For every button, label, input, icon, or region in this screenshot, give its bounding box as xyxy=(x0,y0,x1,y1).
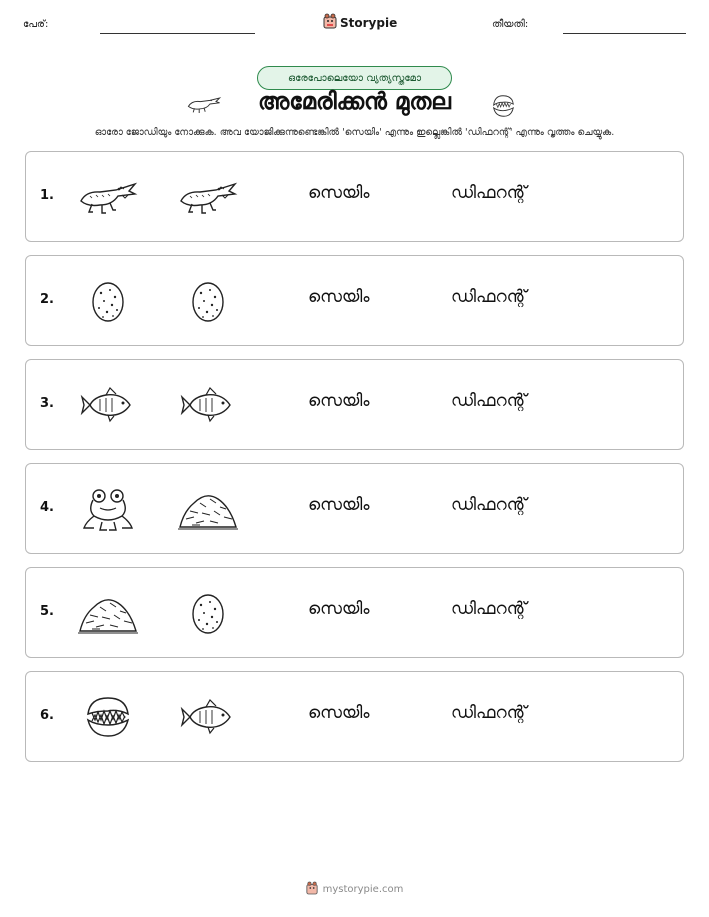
question-number: 4. xyxy=(40,500,54,515)
fish-icon xyxy=(180,697,236,737)
worksheet-title: അമേരിക്കൻ മുതല xyxy=(258,89,451,115)
name-label: പേര്: xyxy=(23,19,49,30)
picture-right xyxy=(176,482,240,536)
footer-url: mystorypie.com xyxy=(322,884,404,895)
instructions: ഓരോ ജോഡിയും നോക്കുക. അവ യോജിക്കുന്നുണ്ടെങ്കിൽ 'സെയിം' എന്നും ഇല്ലെങ്കിൽ 'ഡിഫറന്റ്' എന്നും വൃത്തം ചെയ്യുക. xyxy=(94,127,615,138)
option-same[interactable]: സെയിം xyxy=(308,183,370,203)
question-row xyxy=(25,359,684,450)
question-row xyxy=(25,463,684,554)
jaws-icon xyxy=(489,92,517,124)
option-different[interactable]: ഡിഫറന്റ് xyxy=(451,703,527,723)
picture-right xyxy=(176,274,240,328)
question-number: 2. xyxy=(40,292,54,307)
alligator-icon xyxy=(78,177,138,217)
egg-icon xyxy=(190,279,226,323)
question-number: 6. xyxy=(40,708,54,723)
jaws-icon xyxy=(82,694,134,740)
name-line[interactable] xyxy=(100,33,255,34)
picture-right xyxy=(176,170,240,224)
picture-right xyxy=(176,378,240,432)
option-different[interactable]: ഡിഫറന്റ് xyxy=(451,391,527,411)
picture-left xyxy=(76,586,140,640)
question-row xyxy=(25,151,684,242)
brand xyxy=(323,13,397,33)
brand-name: Storypie xyxy=(340,16,398,30)
question-row xyxy=(25,255,684,346)
alligator-icon xyxy=(178,177,238,217)
question-row xyxy=(25,671,684,762)
picture-right xyxy=(176,690,240,744)
storypie-logo-icon xyxy=(323,13,337,33)
picture-left xyxy=(76,482,140,536)
fish-icon xyxy=(80,385,136,425)
option-same[interactable]: സെയിം xyxy=(308,495,370,515)
question-number: 5. xyxy=(40,604,54,619)
option-different[interactable]: ഡിഫറന്റ് xyxy=(451,287,527,307)
option-same[interactable]: സെയിം xyxy=(308,703,370,723)
date-line[interactable] xyxy=(563,33,686,34)
option-different[interactable]: ഡിഫറന്റ് xyxy=(451,495,527,515)
question-number: 1. xyxy=(40,188,54,203)
question-row xyxy=(25,567,684,658)
option-different[interactable]: ഡിഫറന്റ് xyxy=(451,183,527,203)
picture-right xyxy=(176,586,240,640)
nest-icon xyxy=(176,487,240,531)
date-label: തീയതി: xyxy=(492,19,529,30)
picture-left xyxy=(76,378,140,432)
option-same[interactable]: സെയിം xyxy=(308,287,370,307)
picture-left xyxy=(76,170,140,224)
nest-icon xyxy=(76,591,140,635)
option-same[interactable]: സെയിം xyxy=(308,391,370,411)
option-different[interactable]: ഡിഫറന്റ് xyxy=(451,599,527,619)
egg-icon xyxy=(190,591,226,635)
footer xyxy=(0,880,709,899)
picture-left xyxy=(76,690,140,744)
storypie-logo-icon xyxy=(306,880,318,899)
picture-left xyxy=(76,274,140,328)
frog-icon xyxy=(80,484,136,534)
fish-icon xyxy=(180,385,236,425)
option-same[interactable]: സെയിം xyxy=(308,599,370,619)
egg-icon xyxy=(90,279,126,323)
topic-badge: ഒരേപോലെയോ വ്യത്യസ്തമോ xyxy=(257,66,452,90)
question-number: 3. xyxy=(40,396,54,411)
